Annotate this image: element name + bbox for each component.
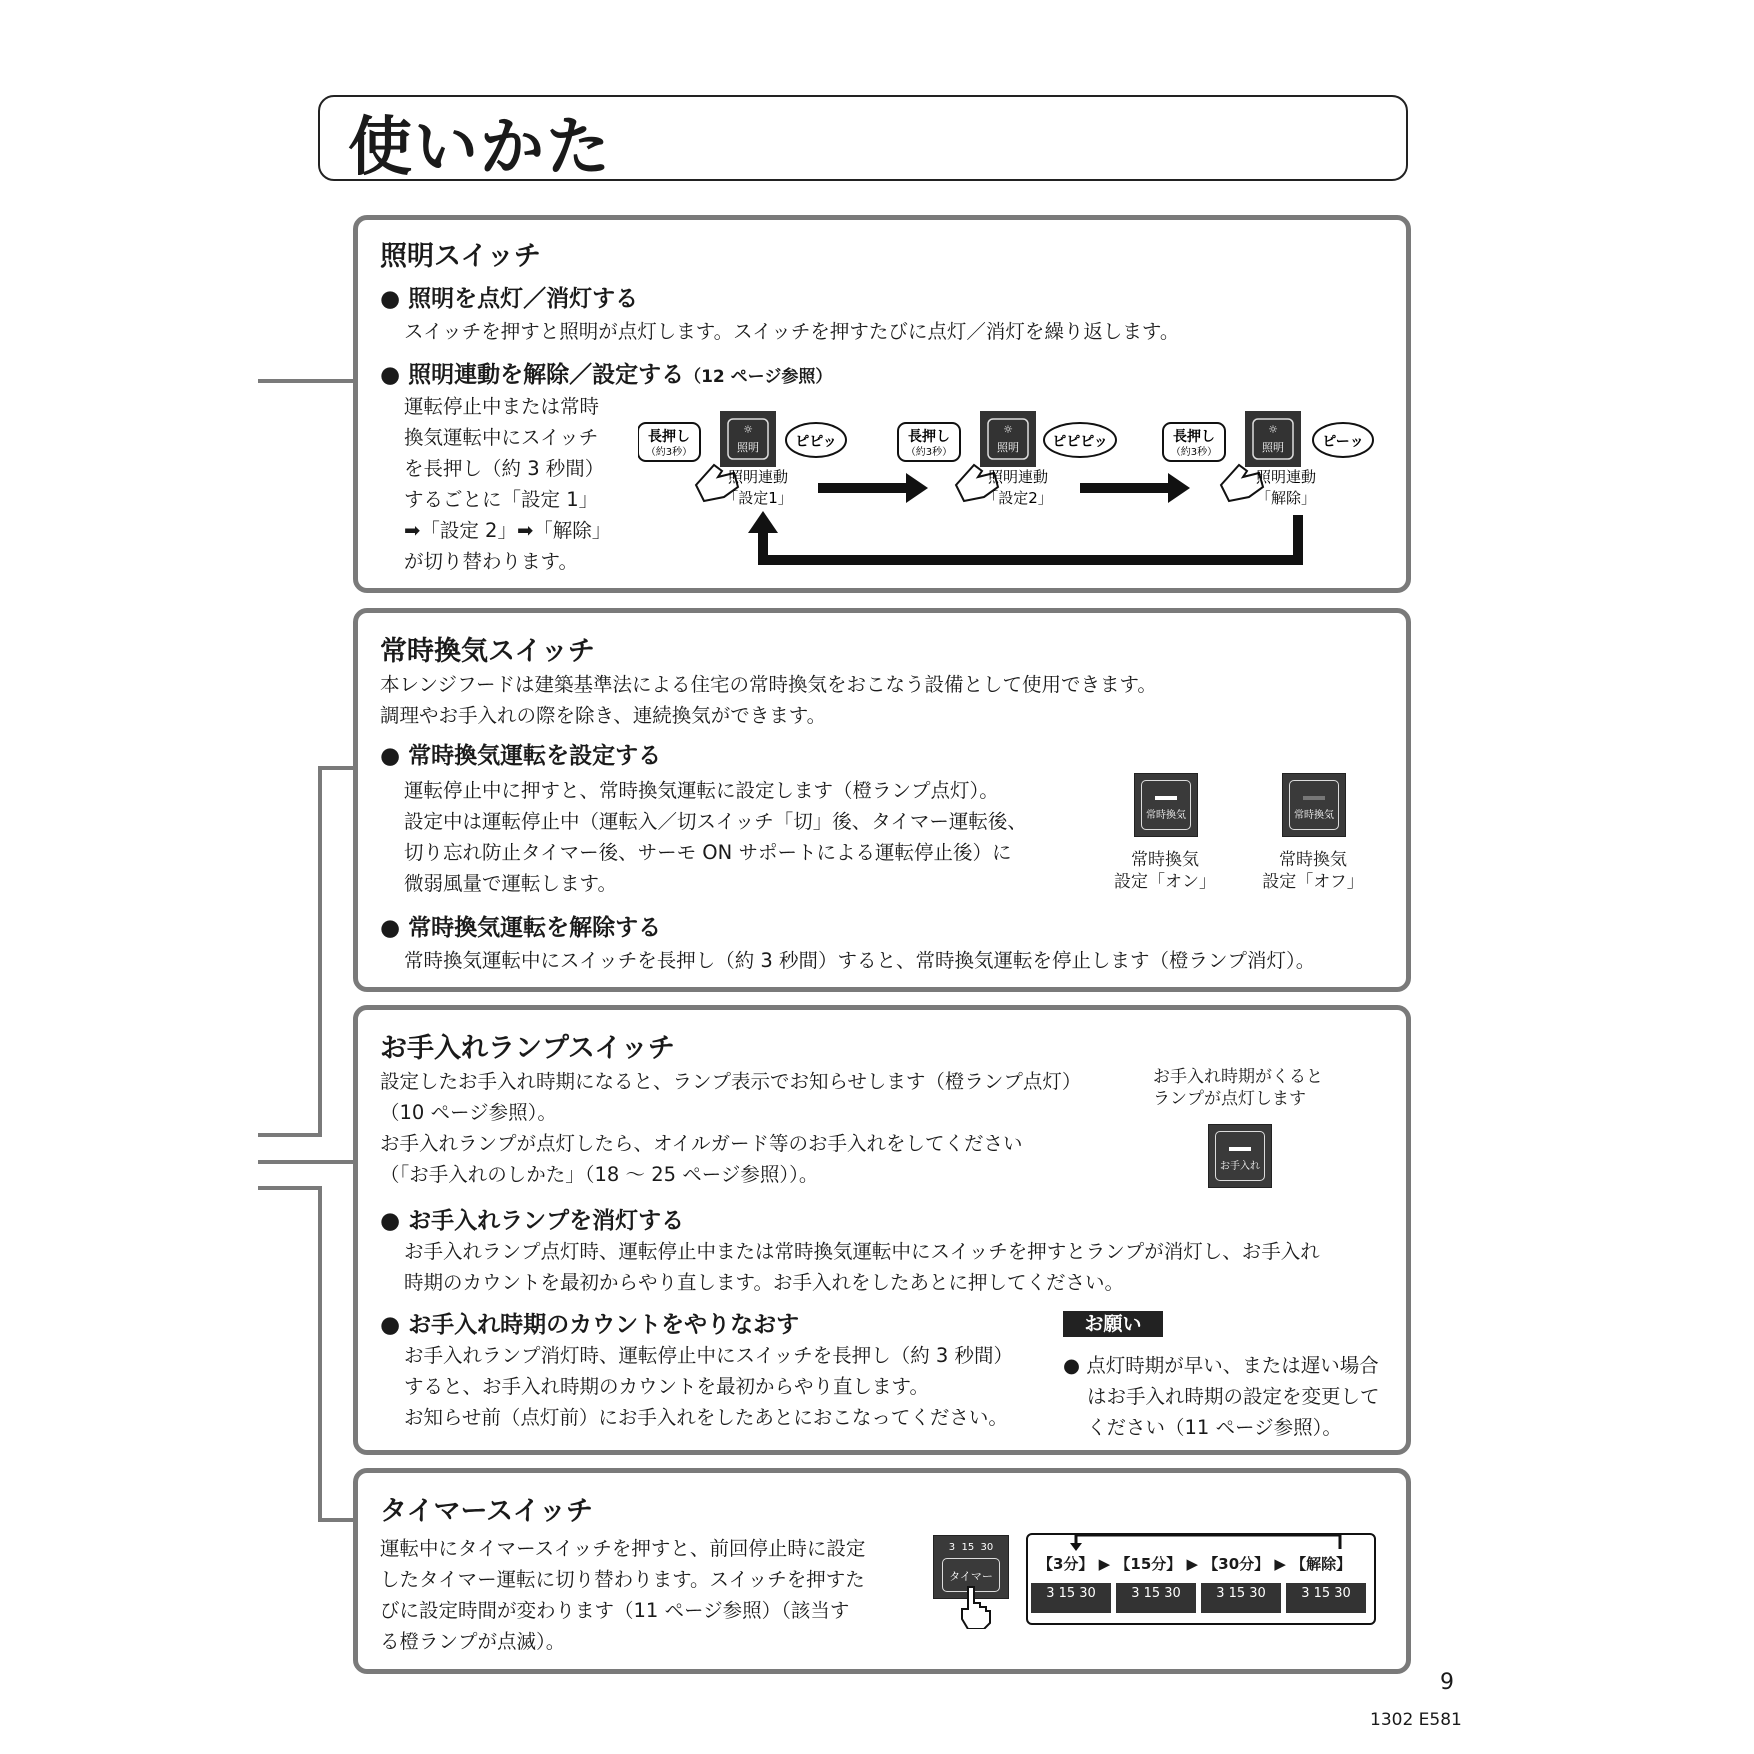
care-switch-icon — [1208, 1124, 1272, 1188]
text-line: 切り忘れ防止タイマー後、サーモ ON サポートによる運転停止後）に — [404, 841, 1012, 864]
timer-panel: 3 15 30 — [1116, 1583, 1196, 1613]
text-line: が切り替わります。 — [404, 550, 578, 573]
connector-care — [258, 1160, 354, 1164]
connector-vent — [318, 766, 354, 770]
timer-text — [380, 1533, 865, 1657]
lighting-cycle-diagram — [638, 405, 1408, 585]
step-line1: 照明連動 — [987, 468, 1049, 486]
sound-label: ピーッ — [1322, 434, 1364, 450]
step-line1: 照明連動 — [727, 468, 789, 486]
lighting-sub1-heading: ● 照明を点灯／消灯する — [380, 286, 639, 312]
lighting-sub1-label: 照明を点灯／消灯する — [408, 286, 639, 312]
text-line: 換気運転中にスイッチ — [404, 426, 599, 449]
vent-switch-on-icon — [1134, 773, 1198, 837]
lighting-sub2-label: 照明連動を解除／設定する — [408, 362, 685, 388]
text-line: 設定中は運転停止中（運転入／切スイッチ「切」後、タイマー運転後、 — [404, 810, 1027, 833]
text-line: ➡「設定 2」➡「解除」 — [404, 519, 612, 542]
timer-sequence: 【3分】 ▶ 【15分】 ▶ 【30分】 ▶ 【解除】 — [1038, 1555, 1352, 1573]
text-line: 設定したお手入れ時期になると、ランプ表示でお知らせします（橙ランプ点灯） — [380, 1070, 1082, 1093]
connector-lighting — [258, 379, 354, 383]
text-line: 調理やお手入れの際を除き、連続換気ができます。 — [380, 704, 827, 727]
switch-label: 照明 — [1262, 441, 1284, 454]
caption-line: 常時換気 — [1279, 850, 1347, 870]
step-line2: 「設定1」 — [723, 489, 793, 507]
vent-on-caption — [1113, 849, 1217, 893]
step-line2: 「解除」 — [1255, 489, 1317, 507]
care-sub2-text — [404, 1340, 1013, 1433]
care-sub1-label: お手入れランプを消灯する — [408, 1208, 685, 1234]
long-press-label: 長押し — [648, 429, 690, 445]
arrow-right-icon — [1080, 473, 1190, 503]
note-line: ランプが点灯します — [1153, 1089, 1306, 1109]
long-press-label: 長押し — [1173, 429, 1215, 445]
light-icon: ☼ — [1268, 423, 1278, 436]
request-label: お願い — [1063, 1311, 1163, 1337]
care-sub1-heading: ● お手入れランプを消灯する — [380, 1208, 685, 1234]
connector-vent-vertical — [318, 766, 322, 1136]
vent-switch-off-icon — [1282, 773, 1346, 837]
return-arrow-icon — [748, 511, 1303, 565]
text-line: はお手入れ時期の設定を変更して — [1087, 1385, 1380, 1408]
note-line: お手入れ時期がくると — [1153, 1067, 1323, 1087]
text-line: る橙ランプが点滅）。 — [380, 1630, 566, 1653]
text-line: お手入れランプ消灯時、運転停止中にスイッチを長押し（約 3 秒間） — [404, 1344, 1014, 1367]
page-number: 9 — [1440, 1670, 1454, 1695]
step-line1: 照明連動 — [1255, 468, 1317, 486]
care-switch-label: お手入れ — [1220, 1161, 1260, 1172]
text-line: びに設定時間が変わります（11 ページ参照）（該当す — [380, 1599, 850, 1622]
text-line: お手入れランプが点灯したら、オイルガード等のお手入れをしてください — [380, 1132, 1023, 1155]
text-line: ● 点灯時期が早い、または遅い場合 — [1063, 1354, 1379, 1377]
text-line: すると、お手入れ時期のカウントを最初からやり直します。 — [404, 1375, 929, 1398]
caption-line: 常時換気 — [1131, 850, 1199, 870]
timer-switch-nums: 3 15 30 — [948, 1542, 994, 1553]
text-line: 運転中にタイマースイッチを押すと、前回停止時に設定 — [380, 1537, 866, 1560]
text-line: ください（11 ページ参照）。 — [1087, 1416, 1342, 1439]
connector-vent-bottom — [258, 1133, 322, 1137]
lighting-section — [353, 215, 1411, 593]
timer-panel: 3 15 30 — [1031, 1583, 1111, 1613]
caption-line: 設定「オン」 — [1114, 872, 1216, 892]
care-title: お手入れランプスイッチ — [380, 1033, 675, 1064]
loop-arrow-icon — [1068, 1531, 1348, 1551]
care-intro — [380, 1066, 1081, 1190]
connector-timer — [318, 1518, 354, 1522]
care-sub2-label: お手入れ時期のカウントをやりなおす — [408, 1312, 800, 1338]
care-note — [1153, 1066, 1323, 1110]
text-line: 運転停止中または常時 — [404, 395, 600, 418]
sound-label: ピピピッ — [1052, 434, 1108, 450]
request-text — [1063, 1350, 1380, 1443]
text-line: 微弱風量で運転します。 — [404, 872, 617, 895]
text-line: 運転停止中に押すと、常時換気運転に設定します（橙ランプ点灯）。 — [404, 779, 999, 802]
light-icon: ☼ — [743, 423, 753, 436]
seq-cancel: 【解除】 — [1291, 1555, 1352, 1573]
vent-sub2-label: 常時換気運転を解除する — [408, 915, 662, 941]
hand-pointer-icon — [954, 1585, 994, 1629]
vent-sub1-text — [404, 775, 1027, 899]
text-line: （10 ページ参照）。 — [380, 1101, 557, 1124]
lighting-sub2-heading: ● 照明連動を解除／設定する（12 ページ参照） — [380, 362, 833, 388]
arrow-right-icon — [818, 473, 928, 503]
text-line: （「お手入れのしかた」（18 ～ 25 ページ参照））。 — [380, 1163, 819, 1186]
seq-15min: 【15分】 — [1115, 1555, 1182, 1573]
document-code: 1302 E581 — [1370, 1710, 1462, 1730]
vent-section — [353, 608, 1411, 992]
timer-panel: 3 15 30 — [1201, 1583, 1281, 1613]
text-line: を長押し（約 3 秒間） — [404, 457, 605, 480]
switch-label: 照明 — [737, 441, 759, 454]
timer-title: タイマースイッチ — [380, 1496, 594, 1527]
lighting-title: 照明スイッチ — [380, 241, 541, 272]
vent-sub1-heading: ● 常時換気運転を設定する — [380, 743, 662, 769]
lighting-sub1-text: スイッチを押すと照明が点灯します。スイッチを押すたびに点灯／消灯を繰り返します。 — [404, 320, 1180, 343]
step-3 — [1163, 411, 1373, 507]
lighting-sub2-ref: （12 ページ参照） — [684, 367, 833, 387]
lighting-sub2-text — [404, 391, 611, 577]
page-title: 使いかた — [348, 111, 612, 185]
text-line: お手入れランプ点灯時、運転停止中または常時換気運転中にスイッチを押すとランプが消灯し、お手入れ — [404, 1240, 1320, 1263]
about-3s-label: （約3秒） — [1170, 447, 1218, 458]
seq-3min: 【3分】 — [1038, 1555, 1094, 1573]
vent-switch-on-label: 常時換気 — [1146, 810, 1186, 821]
text-line: 本レンジフードは建築基準法による住宅の常時換気をおこなう設備として使用できます。 — [380, 673, 1157, 696]
connector-timer-vertical — [318, 1186, 322, 1522]
text-line: 時期のカウントを最初からやり直します。お手入れをしたあとに押してください。 — [404, 1271, 1124, 1294]
timer-section — [353, 1468, 1411, 1674]
sound-label: ピピッ — [795, 434, 837, 450]
light-icon: ☼ — [1003, 423, 1013, 436]
step-1 — [638, 411, 846, 507]
vent-off-caption — [1261, 849, 1365, 893]
switch-label: 照明 — [997, 441, 1019, 454]
vent-sub2-text: 常時換気運転中にスイッチを長押し（約 3 秒間）すると、常時換気運転を停止します（橙ランプ消灯）。 — [404, 949, 1316, 972]
seq-30min: 【30分】 — [1203, 1555, 1270, 1573]
vent-sub1-label: 常時換気運転を設定する — [408, 743, 662, 769]
text-line: したタイマー運転に切り替わります。スイッチを押すた — [380, 1568, 865, 1591]
care-section — [353, 1005, 1411, 1455]
text-line: お知らせ前（点灯前）にお手入れをしたあとにおこなってください。 — [404, 1406, 1008, 1429]
timer-switch-label: タイマー — [949, 1570, 993, 1583]
caption-line: 設定「オフ」 — [1262, 872, 1364, 892]
timer-panel: 3 15 30 — [1286, 1583, 1366, 1613]
about-3s-label: （約3秒） — [905, 447, 953, 458]
long-press-label: 長押し — [908, 429, 950, 445]
care-sub2-heading: ● お手入れ時期のカウントをやりなおす — [380, 1312, 800, 1338]
text-line: するごとに「設定 1」 — [404, 488, 599, 511]
vent-switch-off-label: 常時換気 — [1294, 810, 1334, 821]
step-line2: 「設定2」 — [983, 489, 1053, 507]
about-3s-label: （約3秒） — [645, 447, 693, 458]
vent-title: 常時換気スイッチ — [380, 636, 595, 667]
vent-intro — [380, 669, 1157, 731]
care-sub1-text — [404, 1236, 1320, 1298]
connector-care-2 — [258, 1186, 322, 1190]
vent-sub2-heading: ● 常時換気運転を解除する — [380, 915, 662, 941]
